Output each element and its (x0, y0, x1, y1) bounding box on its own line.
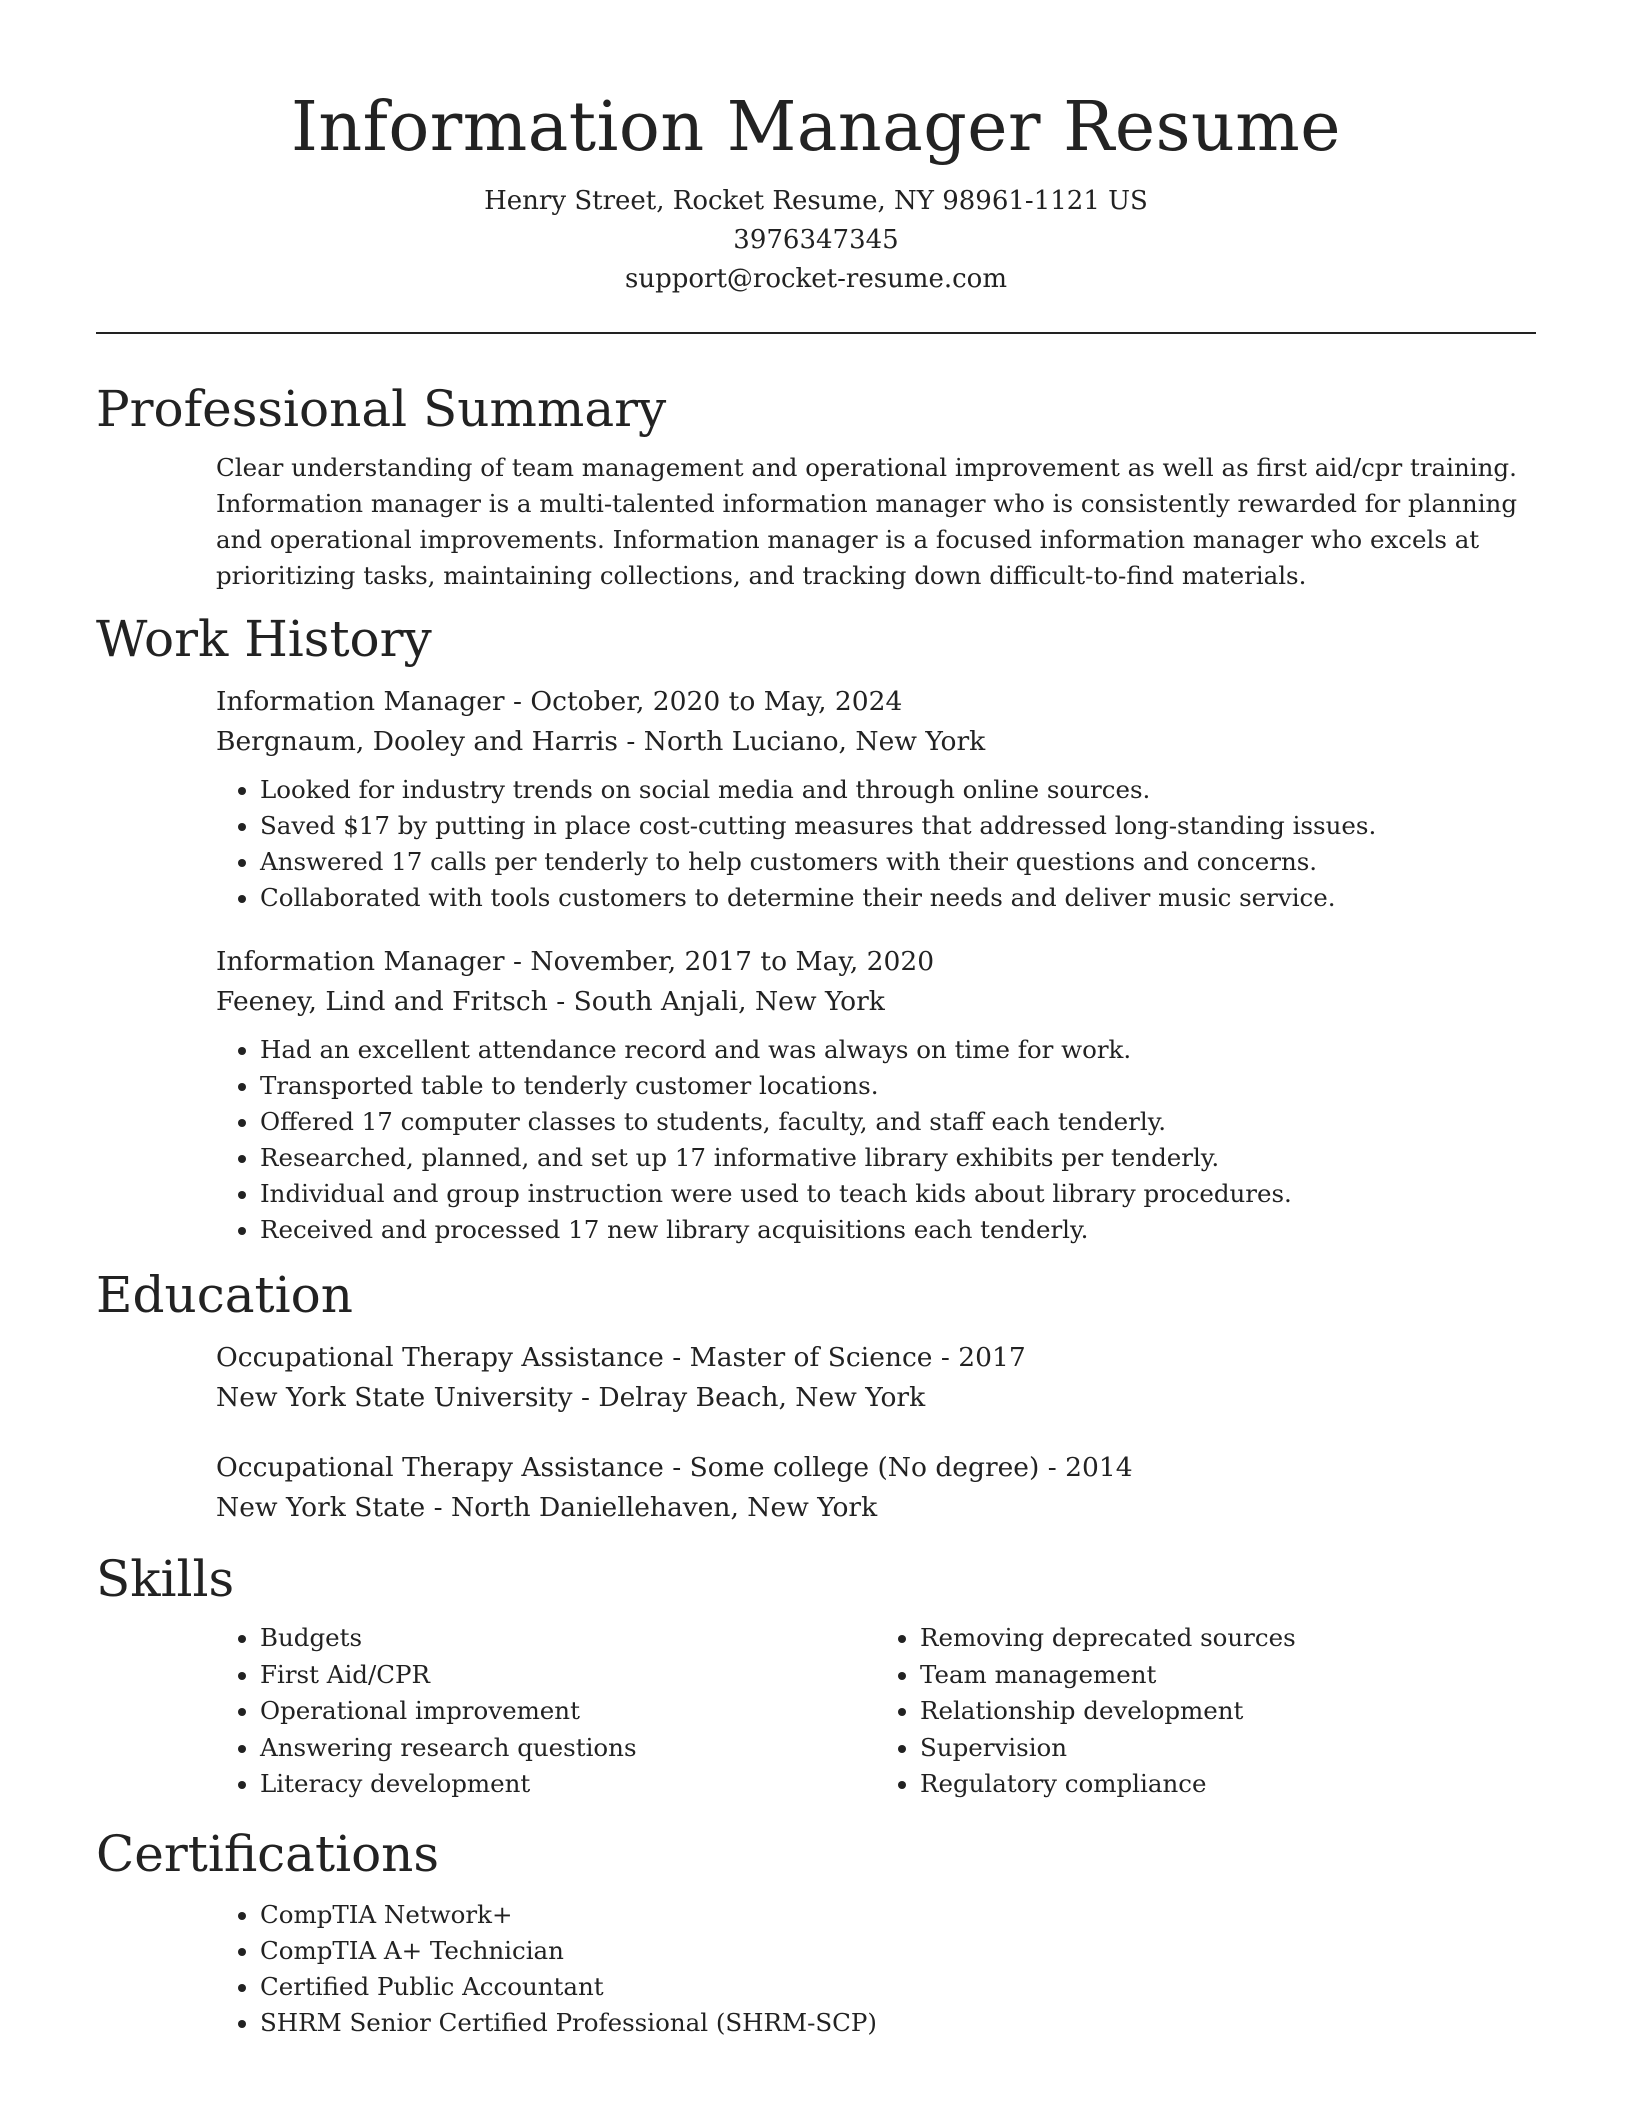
education-school: New York State University (216, 1382, 573, 1413)
section-certifications (96, 1821, 1536, 2041)
section-professional-summary (96, 376, 1536, 594)
list-item: • CompTIA Network+ (260, 1897, 1536, 1933)
contact-address: Henry Street, Rocket Resume, NY 98961-1121 US (484, 186, 1148, 216)
list-item: • Regulatory compliance (920, 1766, 1536, 1803)
education-degree-line (216, 1448, 1536, 1488)
summary-text: Clear understanding of team management and operational improvement as well as first aid/cpr training. Information manager is a multi-talented information manager who is consistently rewarded for planning and operational improvements. Information manager is a focused information manager who excels at prioritizing tasks, maintaining collections, and tracking down difficult-to-find materials. (216, 453, 1518, 590)
job-title: Information Manager (216, 686, 505, 717)
job-dates: - November, 2017 to May, 2020 (504, 946, 935, 977)
skills-column-right (876, 1620, 1536, 1803)
job-location: - North Luciano, New York (617, 726, 986, 757)
list-item: • Looked for industry trends on social media and through online sources. (260, 772, 1536, 808)
list-item: • Budgets (260, 1620, 876, 1657)
list-item: • SHRM Senior Certified Professional (SHRM-SCP) (260, 2005, 1536, 2041)
job-entry (216, 942, 1536, 1248)
list-item: • Answered 17 calls per tenderly to help customers with their questions and concerns. (260, 844, 1536, 880)
education-school-line (216, 1378, 1536, 1418)
list-item: • Researched, planned, and set up 17 informative library exhibits per tenderly. (260, 1140, 1536, 1176)
job-title-line (216, 942, 1536, 982)
education-field: Occupational Therapy Assistance (216, 1342, 664, 1373)
education-degree-line (216, 1338, 1536, 1378)
education-location: - Delray Beach, New York (572, 1382, 926, 1413)
list-item: • Offered 17 computer classes to students, faculty, and staff each tenderly. (260, 1104, 1536, 1140)
education-degree: - Master of Science (663, 1342, 933, 1373)
section-heading-certifications: Certifications (96, 1824, 440, 1883)
list-item: • Operational improvement (260, 1693, 876, 1730)
job-company: Bergnaum, Dooley and Harris (216, 726, 618, 757)
education-entry (216, 1338, 1536, 1418)
education-year: - 2017 (932, 1342, 1026, 1373)
section-education (96, 1262, 1536, 1528)
list-item: • CompTIA A+ Technician (260, 1933, 1536, 1969)
resume-header (96, 0, 1536, 299)
job-bullets (216, 772, 1536, 916)
section-skills (96, 1546, 1536, 1803)
job-company: Feeney, Lind and Fritsch (216, 986, 548, 1017)
education-degree: - Some college (No degree) (663, 1452, 1040, 1483)
list-item: • Relationship development (920, 1693, 1536, 1730)
contact-block (96, 182, 1536, 299)
education-school: New York State (216, 1492, 426, 1523)
list-item: • First Aid/CPR (260, 1657, 876, 1694)
skills-column-left (216, 1620, 876, 1803)
list-item: • Collaborated with tools customers to determine their needs and deliver music service. (260, 880, 1536, 916)
education-entry (216, 1448, 1536, 1528)
header-divider (96, 332, 1536, 334)
list-item: • Supervision (920, 1730, 1536, 1767)
education-location: - North Daniellehaven, New York (425, 1492, 878, 1523)
job-dates: - October, 2020 to May, 2024 (504, 686, 903, 717)
job-location: - South Anjali, New York (547, 986, 885, 1017)
section-heading-education: Education (96, 1266, 353, 1324)
certifications-list (216, 1897, 1536, 2041)
education-school-line (216, 1488, 1536, 1528)
section-work-history (96, 606, 1536, 1248)
section-heading-skills: Skills (96, 1550, 235, 1608)
job-entry (216, 682, 1536, 916)
list-item: • Individual and group instruction were used to teach kids about library procedures. (260, 1176, 1536, 1212)
resume-page (96, 0, 1536, 2041)
list-item: • Answering research questions (260, 1730, 876, 1767)
education-field: Occupational Therapy Assistance (216, 1452, 664, 1483)
section-heading-summary: Professional Summary (96, 380, 667, 438)
certifications-block (216, 1897, 1536, 2041)
list-item: • Had an excellent attendance record and was always on time for work. (260, 1032, 1536, 1068)
list-item: • Removing deprecated sources (920, 1620, 1536, 1657)
list-item: • Received and processed 17 new library acquisitions each tenderly. (260, 1212, 1536, 1248)
list-item: • Saved $17 by putting in place cost-cutting measures that addressed long-standing issues. (260, 808, 1536, 844)
skills-grid (216, 1620, 1536, 1803)
list-item: • Team management (920, 1657, 1536, 1694)
education-year: - 2014 (1039, 1452, 1133, 1483)
job-company-line (216, 982, 1536, 1022)
section-heading-work: Work History (96, 610, 432, 668)
resume-title: Information Manager Resume (291, 88, 1341, 167)
contact-email: support@rocket-resume.com (624, 264, 1007, 294)
job-title-line (216, 682, 1536, 722)
job-title: Information Manager (216, 946, 505, 977)
contact-phone: 3976347345 (733, 225, 899, 255)
list-item: • Literacy development (260, 1766, 876, 1803)
job-bullets (216, 1032, 1536, 1248)
job-company-line (216, 722, 1536, 762)
list-item: • Transported table to tenderly customer locations. (260, 1068, 1536, 1104)
list-item: • Certified Public Accountant (260, 1969, 1536, 2005)
